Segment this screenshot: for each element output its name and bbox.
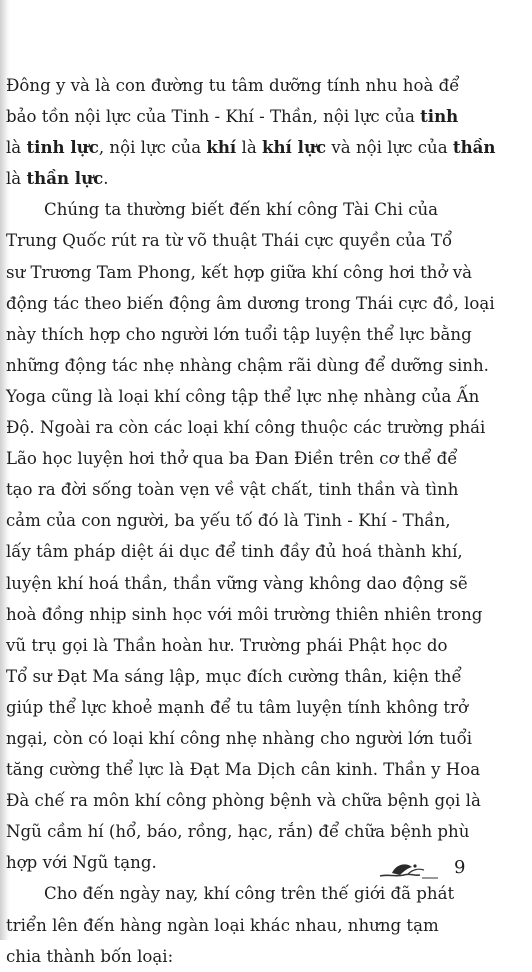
text-segment: là bbox=[6, 169, 27, 189]
quill-ornament-icon bbox=[378, 858, 440, 884]
text-line bbox=[6, 257, 478, 288]
text-segment: tăng cường thể lực là Đạt Ma Dịch cân kinh. Thần y Hoa bbox=[6, 760, 481, 780]
text-segment: tạo ra đời sống toàn vẹn về vật chất, tinh thần và tình bbox=[6, 480, 459, 500]
text-line bbox=[6, 785, 481, 816]
text-line bbox=[6, 599, 483, 630]
text-segment: Lão học luyện hơi thở qua ba Đan Điền trên cơ thể để bbox=[6, 449, 458, 469]
text-segment: vũ trụ gọi là Thần hoàn hư. Trường phái Phật học do bbox=[6, 635, 448, 655]
text-line bbox=[6, 661, 478, 692]
text-line bbox=[6, 630, 478, 661]
text-segment: bảo tồn nội lực của Tinh - Khí - Thần, nội lực của bbox=[6, 107, 421, 127]
text-segment: động tác theo biến động âm dương trong Thái cực đồ, loại bbox=[6, 293, 495, 313]
text-segment: Yoga cũng là loại khí công tập thể lực nhẹ nhàng của Ấn bbox=[6, 386, 480, 406]
text-line bbox=[6, 505, 478, 536]
bold-term: thần lực bbox=[26, 168, 104, 189]
text-segment: và nội lực của bbox=[326, 138, 453, 158]
text-segment: giúp thể lực khoẻ mạnh để tu tâm luyện tính không trở bbox=[6, 697, 469, 717]
text-segment: Tổ sư Đạt Ma sáng lập, mục đích cường thân, kiện thể bbox=[6, 666, 462, 686]
text-line bbox=[6, 568, 478, 599]
text-segment: này thích hợp cho người lớn tuổi tập luyện thể lực bằng bbox=[6, 324, 472, 344]
text-line bbox=[6, 443, 478, 474]
bold-term: khí lực bbox=[262, 137, 327, 158]
text-segment: lấy tâm pháp diệt ái dục để tinh đầy đủ hoá thành khí, bbox=[6, 542, 463, 562]
text-segment: . bbox=[103, 169, 109, 189]
text-segment: Cho đến ngày nay, khí công trên thế giới đã phát bbox=[44, 884, 455, 904]
book-page-text bbox=[6, 70, 496, 972]
text-segment: là bbox=[236, 138, 262, 158]
text-line bbox=[6, 381, 478, 412]
text-line bbox=[6, 319, 478, 350]
text-line bbox=[6, 723, 478, 754]
text-line bbox=[6, 288, 495, 319]
text-segment: , nội lực của bbox=[98, 138, 207, 158]
text-segment: hoà đồng nhịp sinh học với môi trường thiên nhiên trong bbox=[6, 604, 483, 624]
text-line bbox=[6, 536, 478, 567]
text-segment: Đông y và là con đường tu tâm dưỡng tính nhu hoà để bbox=[6, 76, 460, 95]
text-segment: Ngũ cầm hí (hổ, báo, rồng, hạc, rắn) để chữa bệnh phù bbox=[6, 822, 470, 842]
text-segment: cảm của con người, ba yếu tố đó là Tinh - Khí - Thần, bbox=[6, 511, 451, 531]
text-line bbox=[6, 225, 478, 256]
text-line bbox=[6, 692, 478, 723]
text-segment: là bbox=[6, 138, 27, 158]
text-line bbox=[6, 163, 478, 194]
text-segment: triển lên đến hàng ngàn loại khác nhau, nhưng tạm bbox=[6, 915, 439, 935]
text-segment: ngại, còn có loại khí công nhẹ nhàng cho người lớn tuổi bbox=[6, 728, 473, 748]
text-line bbox=[6, 474, 478, 505]
text-line bbox=[6, 101, 478, 132]
text-line bbox=[6, 132, 496, 163]
text-segment: sư Trương Tam Phong, kết hợp giữa khí công hơi thở và bbox=[6, 262, 473, 282]
text-line bbox=[6, 816, 478, 847]
text-line bbox=[6, 70, 478, 101]
text-segment: Trung Quốc rút ra từ võ thuật Thái cực quyền của Tổ bbox=[6, 231, 453, 251]
text-segment: luyện khí hoá thần, thần vững vàng không dao động sẽ bbox=[6, 573, 468, 593]
page-number: 9 bbox=[454, 857, 466, 878]
bold-term: thần bbox=[452, 137, 496, 158]
text-line bbox=[6, 941, 478, 972]
text-line bbox=[6, 910, 478, 941]
text-line bbox=[6, 194, 478, 225]
text-segment: Đà chế ra môn khí công phòng bệnh và chữa bệnh gọi là bbox=[6, 791, 481, 811]
text-segment: Chúng ta thường biết đến khí công Tài Chi của bbox=[44, 200, 439, 220]
text-line bbox=[6, 754, 481, 785]
bold-term: khí bbox=[206, 137, 237, 158]
text-line bbox=[6, 350, 489, 381]
text-line bbox=[6, 412, 486, 443]
text-segment: Độ. Ngoài ra còn các loại khí công thuộc các trường phái bbox=[6, 418, 486, 438]
bold-term: tinh bbox=[420, 106, 459, 127]
bold-term: tinh lực bbox=[26, 137, 99, 158]
text-segment: hợp với Ngũ tạng. bbox=[6, 853, 157, 873]
text-segment: chia thành bốn loại: bbox=[6, 946, 174, 966]
text-segment: những động tác nhẹ nhàng chậm rãi dùng để dưỡng sinh. bbox=[6, 355, 489, 375]
